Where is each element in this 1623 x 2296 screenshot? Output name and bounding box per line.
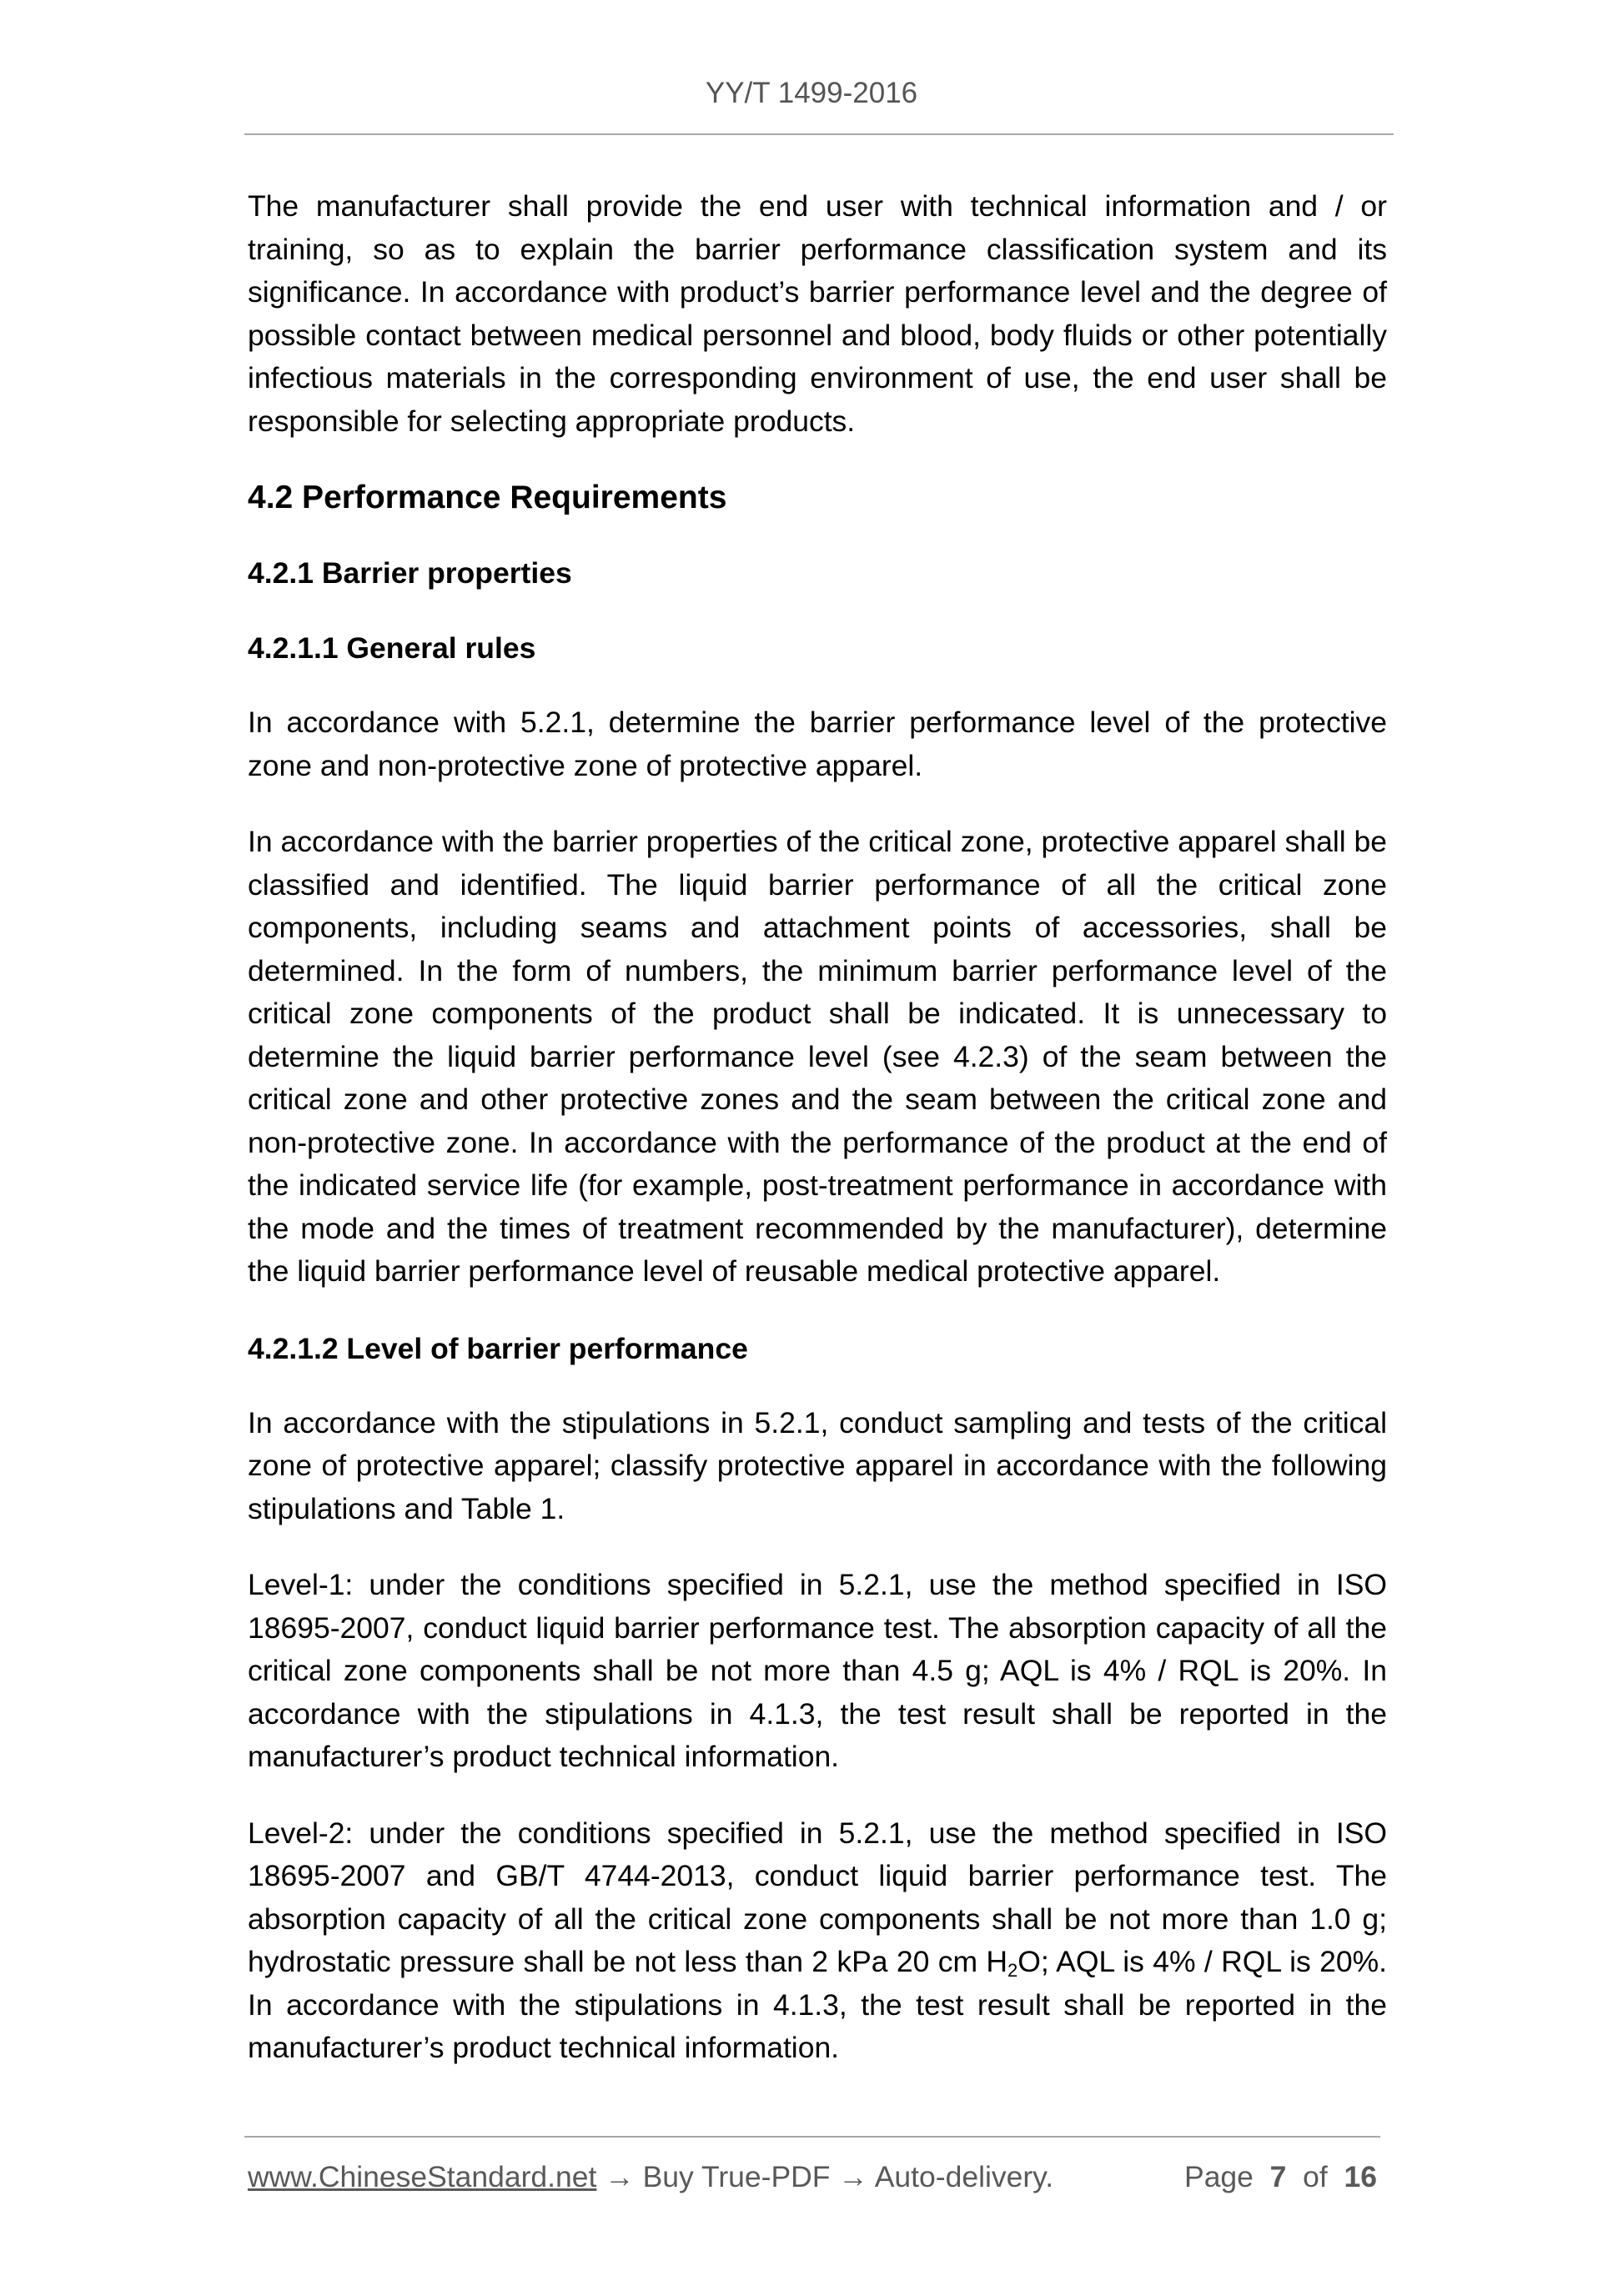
website-link[interactable]: www.ChineseStandard.net [248,2160,597,2193]
level-1-paragraph: Level-1: under the conditions specified in 5.2.1, use the method specified in ISO 18695-2007, conduct liquid barrier performance test. The absorption capacity of all the critical zone components shall be not more than 4.5 g; AQL is 4% / RQL is 20%. In accordance with the stipulations in 4.1.3, the test result shall be reported in the manufacturer’s product technical information. [248,1568,1387,1773]
water-subscript: 2 [1007,1960,1018,1981]
page-total: 16 [1344,2160,1377,2193]
footer-promo [248,2155,1053,2198]
document-code-header: YY/T 1499-2016 [705,77,918,109]
page-content [248,185,1387,2103]
section-heading-4-2-1-1: 4.2.1.1 General rules [248,631,536,665]
level-2-text-part-1: Level-2: under the conditions specified in 5.2.1, use the method specified in ISO 18695-2007 and GB/T 4744-2013, conduct liquid barrier performance test. The absorption capacity of all the critical zone components shall be not more than 1.0 g; hydrostatic pressure shall be not less than 2 kPa 20 cm H [248,1816,1387,1978]
level-2-text-part-2: O; AQL is 4% / RQL is 20%. In accordance with the stipulations in 4.1.3, the test result shall be reported in the manufacturer’s product technical information. [248,1945,1388,2064]
level-2-paragraph [248,1812,1387,2070]
page-number [1184,2155,1377,2198]
general-rules-paragraph-2: In accordance with the barrier properties of the critical zone, protective apparel shall be classified and identified. The liquid barrier performance of all the critical zone components, including seams and attachment points of accessories, shall be determined. In the form of numbers, the minimum barrier performance level of the critical zone components of the product shall be indicated. It is unnecessary to determine the liquid barrier performance level (see 4.2.3) of the seam between the critical zone and other protective zones and the seam between the critical zone and non-protective zone. In accordance with the performance of the product at the end of the indicated service life (for example, post-treatment performance in accordance with the mode and the times of treatment recommended by the manufacturer), determine the liquid barrier performance level of reusable medical protective apparel. [248,825,1387,1288]
general-rules-paragraph-1: In accordance with 5.2.1, determine the barrier performance level of the protective zone and non-protective zone of protective apparel. [248,706,1387,782]
section-heading-4-2-1-2: 4.2.1.2 Level of barrier performance [248,1331,748,1365]
section-heading-4-2-1: 4.2.1 Barrier properties [248,556,572,590]
footer-divider [244,2136,1380,2138]
section-heading-4-2: 4.2 Performance Requirements [248,480,727,515]
page-current: 7 [1269,2160,1287,2193]
barrier-level-intro-paragraph: In accordance with the stipulations in 5.2.1, conduct sampling and tests of the critical zone of protective apparel; classify protective apparel in accordance with the following stipulations and Table 1. [248,1405,1387,1525]
header-divider [244,133,1394,135]
intro-paragraph: The manufacturer shall provide the end user with technical information and / or training, so as to explain the barrier performance classification system and its significance. In accordance with product’s barrier performance level and the degree of possible contact between medical personnel and blood, body fluids or other potentially infectious materials in the corresponding environment of use, the end user shall be responsible for selecting appropriate products. [248,189,1387,438]
footer-promo-text: → Buy True-PDF → Auto-delivery. [596,2160,1054,2193]
page-label: Page [1184,2160,1254,2193]
page-of-label: of [1303,2160,1328,2193]
